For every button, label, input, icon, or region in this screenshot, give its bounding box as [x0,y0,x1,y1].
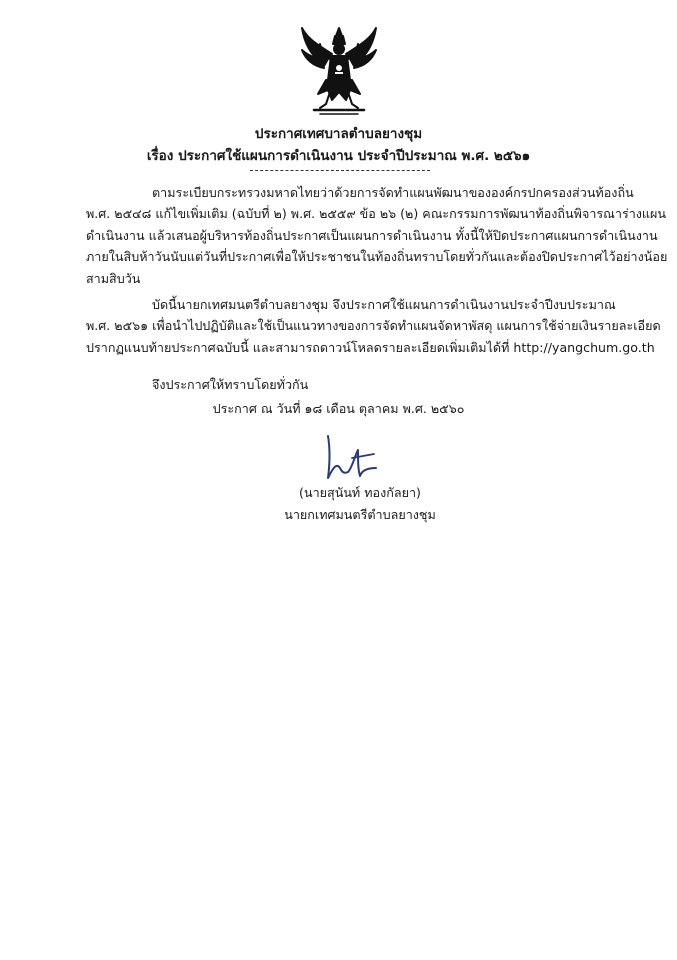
paragraph-line: สามสิบวัน [86,270,141,286]
paragraph-line: ดำเนินงาน แล้วเสนอผู้บริหารท้องถิ่นประกาศเป็นแผนการดำเนินงาน ทั้งนี้ให้ปิดประกาศแผนการดำเนินงาน [86,227,658,243]
paragraph-line: ตามระเบียบกระทรวงมหาดไทยว่าด้วยการจัดทำแผนพัฒนาขององค์กรปกครองส่วนท้องถิ่น [152,185,634,200]
garuda-emblem-icon [298,24,380,116]
paragraph-line: บัดนี้นายกเทศมนตรีตำบลยางชุม จึงประกาศใช้แผนการดำเนินงานประจำปีงบประมาณ [152,297,616,312]
document-title: ประกาศเทศบาลตำบลยางชุม [254,126,423,142]
announcement-date: ประกาศ ณ วันที่ ๑๘ เดือน ตุลาคม พ.ศ. ๒๕๖๐ [212,401,465,416]
paragraph-line: พ.ศ. ๒๕๖๑ เพื่อนำไปปฏิบัติและใช้เป็นแนวทางของการจัดทำแผนจัดหาพัสดุ แผนการใช้จ่ายเงินรายละเอียด [86,318,661,334]
signer-position: นายกเทศมนตรีตำบลยางชุม [284,507,436,522]
document-subject: เรื่อง ประกาศใช้แผนการดำเนินงาน ประจำปีประมาณ พ.ศ. ๒๕๖๑ [146,148,531,164]
handwritten-signature [318,428,388,486]
paragraph-line-with-url: ปรากฏแนบท้ายประกาศฉบับนี้ และสามารถดาวน์โหลดรายละเอียดเพิ่มเติมได้ที่ http://yangchum.go.th [86,339,655,355]
announcement-line: จึงประกาศให้ทราบโดยทั่วกัน [152,377,309,392]
paragraph-line: พ.ศ. ๒๕๔๘ แก้ไขเพิ่มเติม (ฉบับที่ ๒) พ.ศ. ๒๕๕๙ ข้อ ๒๖ (๒) คณะกรรมการพัฒนาท้องถิ่นพิจารณาร่างแผน [86,206,667,222]
signer-name: (นายสุนันท์ ทองกัลยา) [299,485,421,500]
paragraph-announcement-detail [86,294,661,358]
title-divider [250,170,430,171]
paragraph-regulation [86,182,668,289]
paragraph-line: ภายในสิบห้าวันนับแต่วันที่ประกาศเพื่อให้ประชาชนในท้องถิ่นทราบโดยทั่วกันและต้องปิดประกาศไว้อย่างน้อย [86,249,668,265]
